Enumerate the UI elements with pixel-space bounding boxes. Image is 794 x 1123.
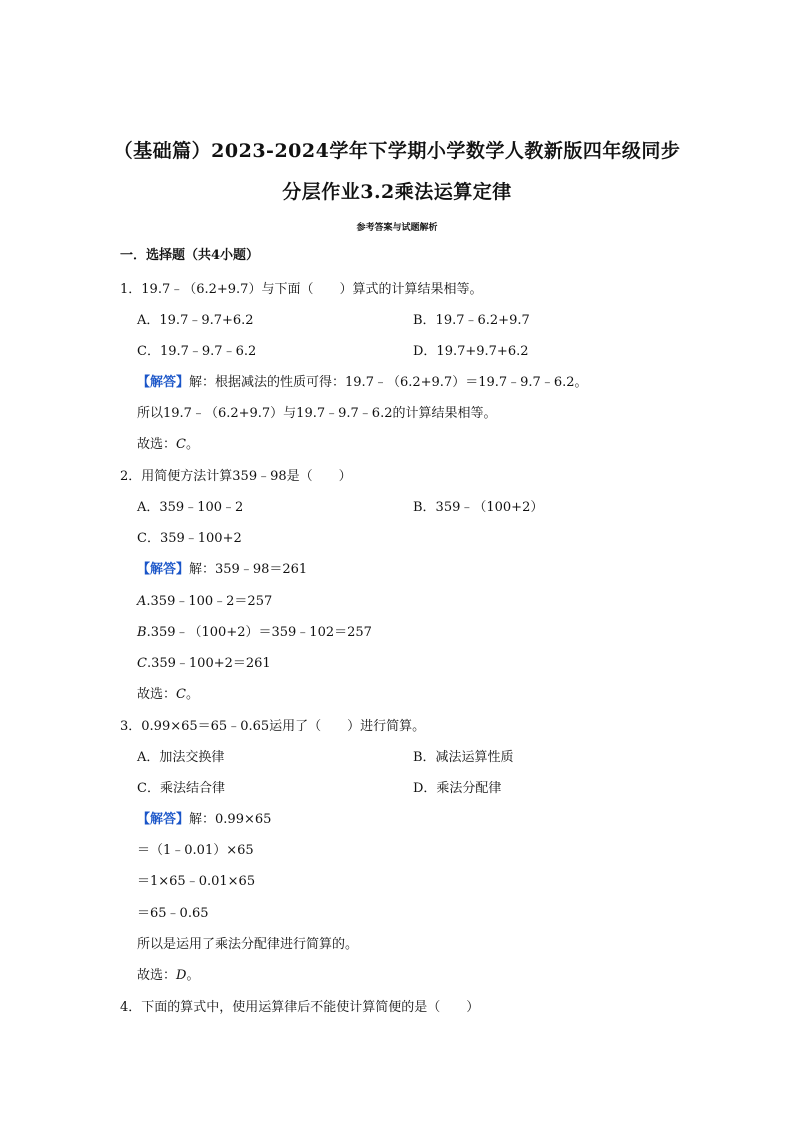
question-1-solution <box>137 374 588 392</box>
check-text: .359﹣100+2＝261 <box>146 656 271 671</box>
question-2-check-b <box>137 624 372 642</box>
question-1-conclusion: 所以19.7﹣（6.2+9.7）与19.7﹣9.7﹣6.2的计算结果相等。 <box>137 406 497 421</box>
check-letter: B <box>137 625 147 640</box>
question-1-solution-text: 解：根据减法的性质可得：19.7﹣（6.2+9.7）＝19.7﹣9.7﹣6.2。 <box>189 375 588 390</box>
question-3-step-1: ＝（1﹣0.01）×65 <box>137 843 254 858</box>
check-text: .359﹣100﹣2＝257 <box>146 594 273 609</box>
answer-tag: 【解答】 <box>137 375 190 390</box>
question-1-option-a: A．19.7﹣9.7+6.2 <box>137 313 254 328</box>
check-letter: C <box>137 656 147 671</box>
question-3-option-d: D．乘法分配律 <box>413 781 502 796</box>
document-subtitle: 参考答案与试题解析 <box>356 223 438 233</box>
answer-letter: D <box>176 968 187 983</box>
answer-end: 。 <box>185 437 199 452</box>
question-2-check-a <box>137 593 272 611</box>
check-text: .359﹣（100+2）＝359﹣102＝257 <box>146 625 372 640</box>
question-2-option-a: A．359﹣100﹣2 <box>137 500 244 515</box>
answer-end: 。 <box>186 968 200 983</box>
answer-tag: 【解答】 <box>137 812 190 827</box>
question-2-solution-text: 解：359﹣98＝261 <box>189 562 308 577</box>
question-3-option-b: B．减法运算性质 <box>413 750 514 765</box>
question-2-solution <box>137 561 307 579</box>
question-2-check-c <box>137 655 271 673</box>
answer-letter: C <box>176 687 186 702</box>
question-3-step-3: ＝65﹣0.65 <box>137 906 209 921</box>
question-3-option-c: C．乘法结合律 <box>137 781 225 796</box>
answer-end: 。 <box>185 687 199 702</box>
question-2-answer <box>137 686 199 704</box>
answer-label: 故选： <box>137 437 177 452</box>
section-heading: 一．选择题（共4小题） <box>120 248 260 263</box>
check-letter: A <box>137 594 147 609</box>
question-3-answer <box>137 967 199 985</box>
question-4-stem: 4．下面的算式中，使用运算律后不能使计算简便的是（ ） <box>120 1000 480 1015</box>
question-3-solution <box>137 811 271 829</box>
question-3-stem: 3．0.99×65＝65﹣0.65运用了（ ）进行简算。 <box>120 719 426 734</box>
question-1-option-b: B．19.7﹣6.2+9.7 <box>413 313 530 328</box>
question-3-step-2: ＝1×65﹣0.01×65 <box>137 874 256 889</box>
question-3-option-a: A．加法交换律 <box>137 750 225 765</box>
question-1-option-c: C．19.7﹣9.7﹣6.2 <box>137 344 257 359</box>
answer-label: 故选： <box>137 968 177 983</box>
question-2-option-b: B．359﹣（100+2） <box>413 500 544 515</box>
question-1-option-d: D．19.7+9.7+6.2 <box>413 344 529 359</box>
question-2-stem: 2．用简便方法计算359﹣98是（ ） <box>120 469 352 484</box>
document-title-line2: 分层作业3.2乘法运算定律 <box>282 181 512 203</box>
answer-label: 故选： <box>137 687 177 702</box>
document-title-line1: （基础篇）2023-2024学年下学期小学数学人教新版四年级同步 <box>113 140 681 162</box>
question-3-conclusion: 所以是运用了乘法分配律进行简算的。 <box>137 937 359 952</box>
answer-tag: 【解答】 <box>137 562 190 577</box>
question-3-solution-text: 解：0.99×65 <box>189 812 272 827</box>
answer-letter: C <box>176 437 186 452</box>
question-1-stem: 1．19.7﹣（6.2+9.7）与下面（ ）算式的计算结果相等。 <box>120 282 483 297</box>
question-2-option-c: C．359﹣100+2 <box>137 531 242 546</box>
question-1-answer <box>137 436 199 454</box>
